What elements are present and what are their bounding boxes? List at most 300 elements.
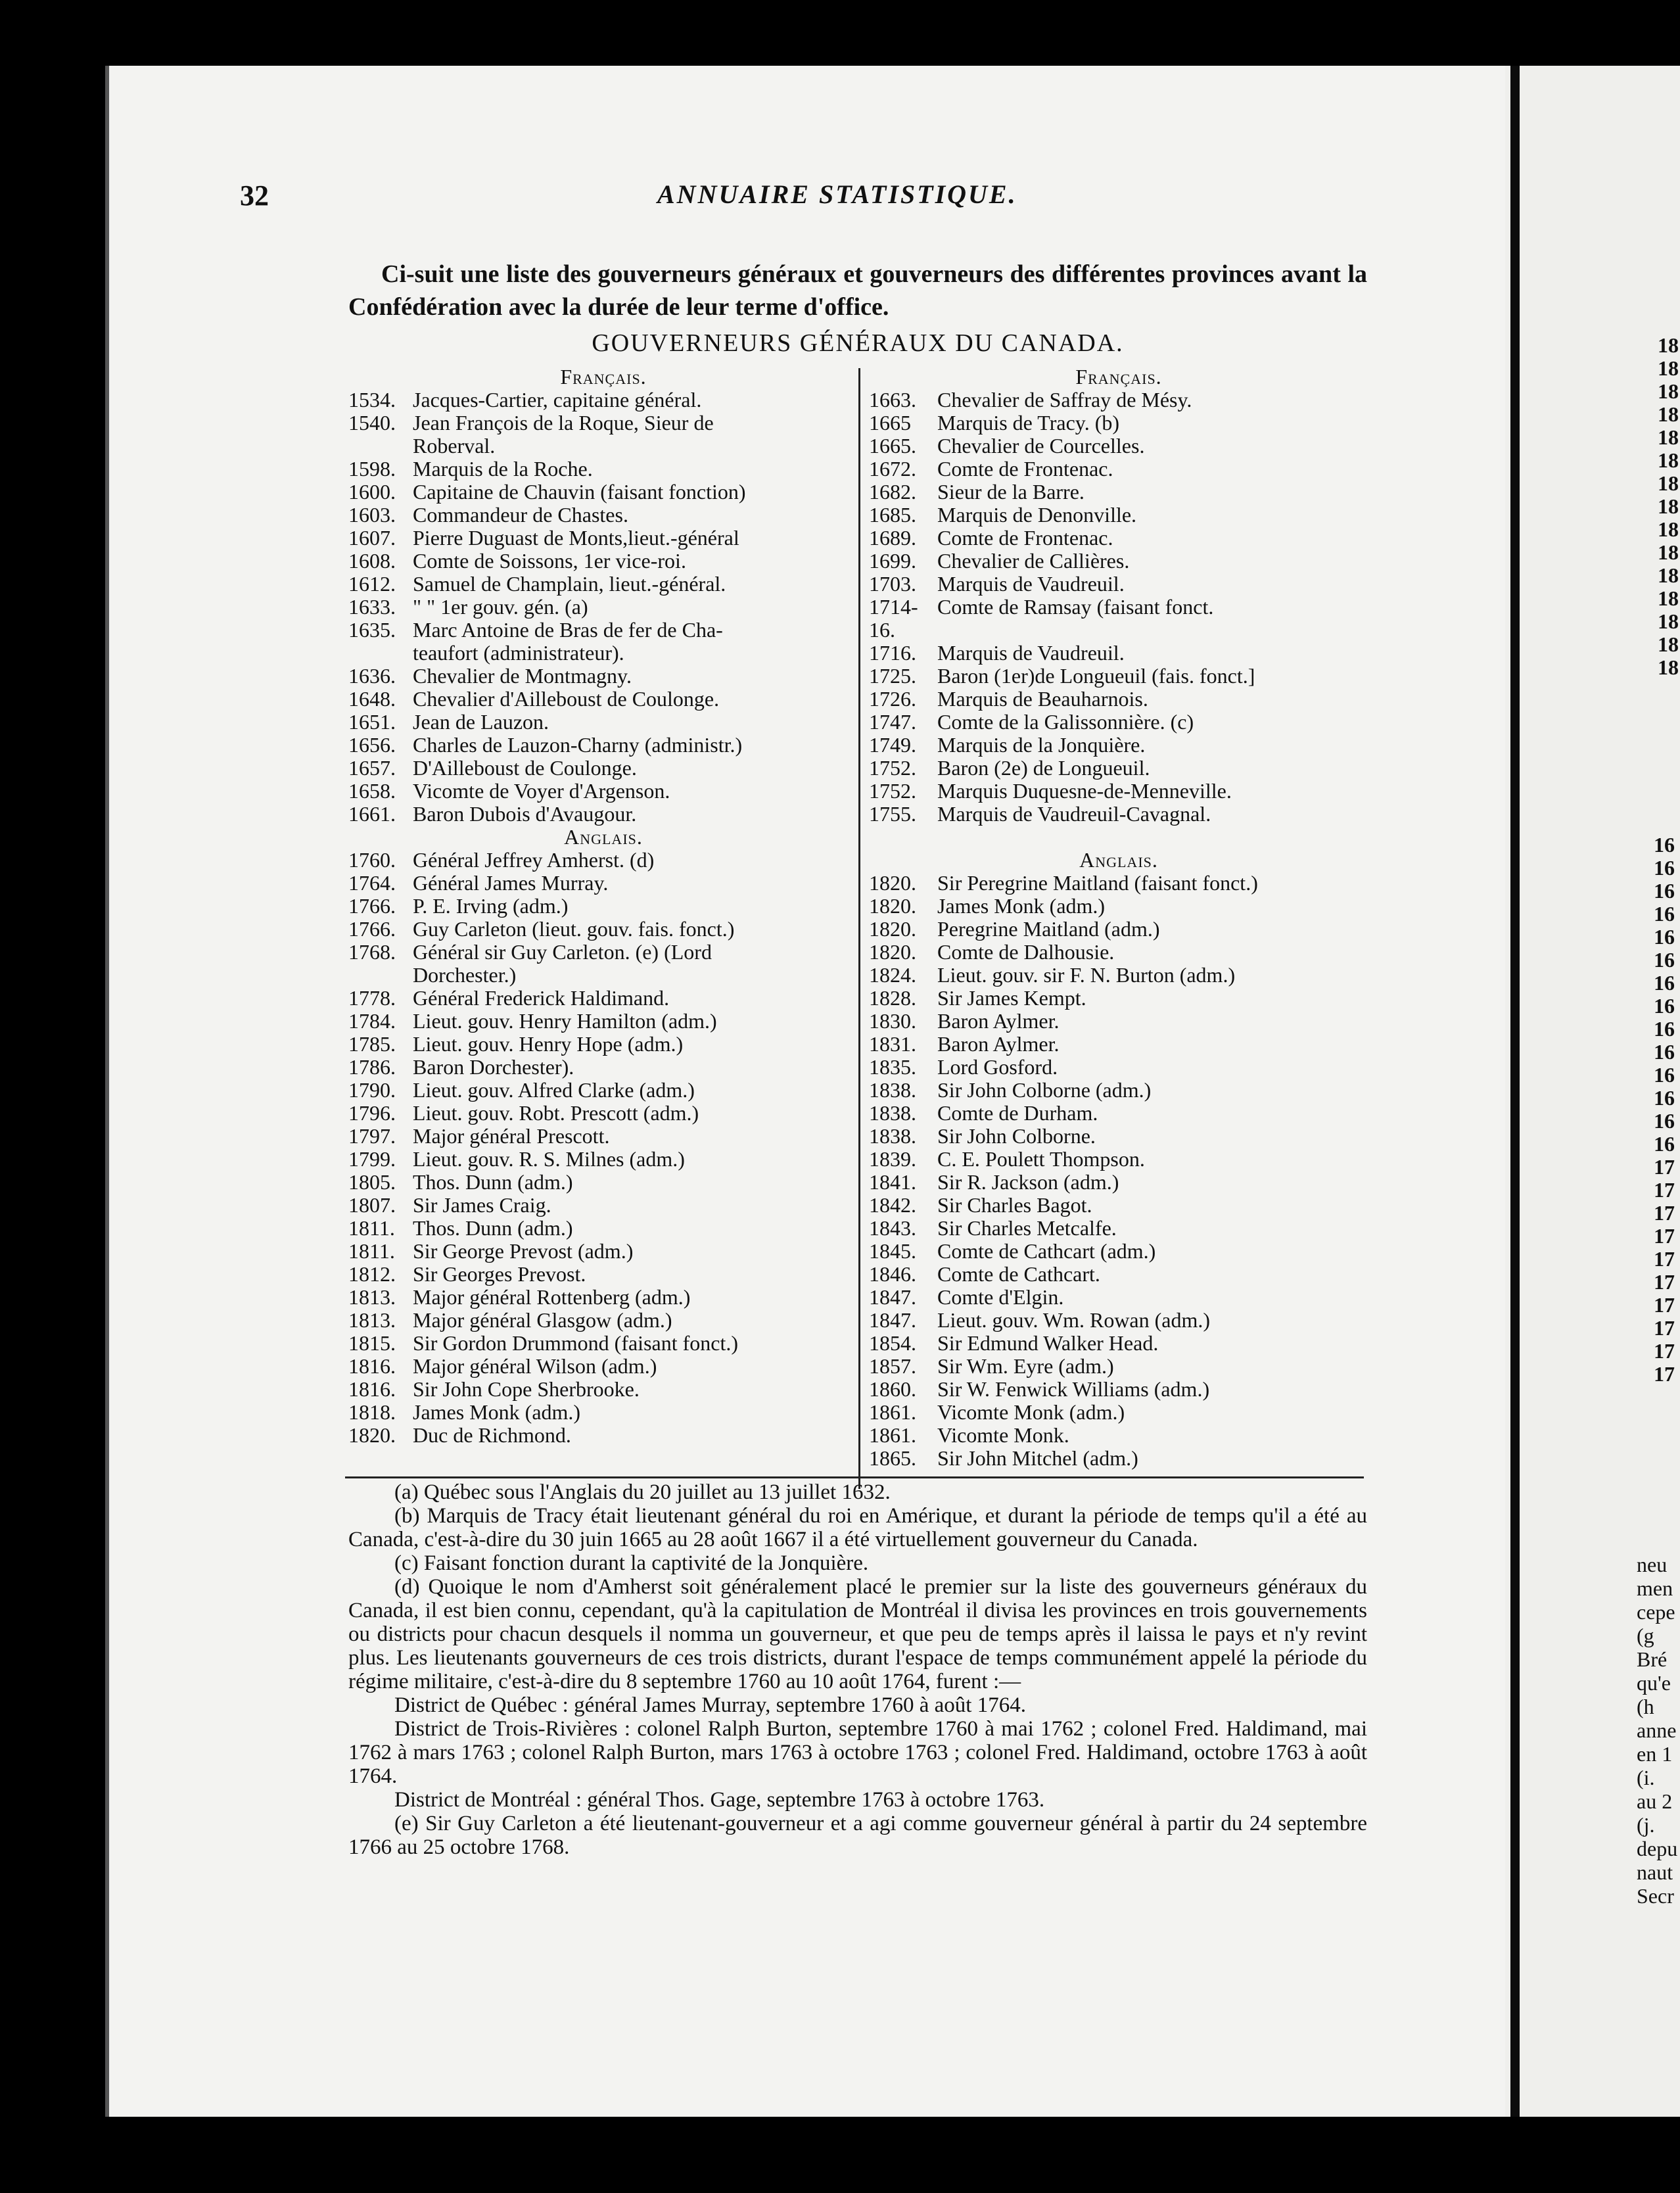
entry-name: Capitaine de Chauvin (faisant fonction) — [413, 480, 746, 504]
entry-name: Thos. Dunn (adm.) — [413, 1216, 573, 1240]
entry-year: 1838. — [869, 1124, 916, 1148]
entry-year: 1682. — [869, 480, 916, 504]
entry-name: Marquis de Vaudreuil. — [937, 572, 1125, 596]
governor-entry — [348, 1079, 858, 1102]
governor-entry — [348, 1286, 858, 1309]
entry-name: Chevalier de Montmagny. — [413, 664, 632, 688]
entry-year: 1607. — [348, 526, 396, 550]
entry-name: Général Jeffrey Amherst. (d) — [413, 848, 655, 872]
entry-name: Baron Dorchester). — [413, 1055, 574, 1079]
entry-name: P. E. Irving (adm.) — [413, 894, 569, 918]
entry-name: Comte de Frontenac. — [937, 526, 1113, 550]
facing-page-fragment: 18 — [1658, 517, 1679, 541]
entry-year: 1658. — [348, 779, 396, 803]
governor-entry — [869, 1056, 1368, 1079]
facing-page-fragment: 18 — [1658, 540, 1679, 564]
governor-entry — [869, 711, 1368, 734]
governor-entry — [869, 1424, 1368, 1447]
entry-year: 1807. — [348, 1193, 396, 1217]
facing-page-fragment: cepe — [1637, 1600, 1675, 1624]
governor-entry — [869, 1378, 1368, 1401]
entry-year: 1811. — [348, 1216, 395, 1240]
governor-entry — [869, 941, 1368, 964]
governor-entry — [869, 1240, 1368, 1263]
governor-entry — [869, 1447, 1368, 1470]
entry-year: 1816. — [348, 1354, 396, 1378]
facing-page-fragment: 16 — [1654, 1040, 1675, 1064]
entry-year: 1636. — [348, 664, 396, 688]
facing-page-fragment: neu — [1637, 1553, 1668, 1576]
entry-year: 1778. — [348, 986, 396, 1010]
entry-year: 1725. — [869, 664, 916, 688]
facing-page-numbers-mid — [1654, 834, 1675, 1386]
entry-name: Lieut. gouv. Henry Hamilton (adm.) — [413, 1009, 717, 1033]
facing-page-fragment: 18 — [1658, 655, 1679, 679]
governor-entry — [348, 1378, 858, 1401]
entry-year: 1726. — [869, 687, 916, 711]
governor-entry — [869, 918, 1368, 941]
entry-name: Comte de la Galissonnière. (c) — [937, 710, 1194, 734]
entry-year: 1633. — [348, 595, 396, 619]
entry-name: Marquis de Denonville. — [937, 503, 1137, 527]
page-number: 32 — [240, 179, 269, 212]
governor-entry — [348, 573, 858, 596]
governor-entry — [869, 665, 1368, 688]
footnote-c: (c) Faisant fonction durant la captivité de la Jonquière. — [394, 1551, 869, 1575]
governor-entry — [869, 1355, 1368, 1378]
entry-year: 1847. — [869, 1308, 916, 1332]
governor-entry — [869, 1102, 1368, 1125]
governor-entry — [348, 1148, 858, 1171]
entry-year: 1672. — [869, 457, 916, 481]
governor-entry — [348, 665, 858, 688]
entry-name: Chevalier d'Ailleboust de Coulonge. — [413, 687, 720, 711]
entry-year: 1820. — [869, 940, 916, 964]
facing-page-fragment: 18 — [1658, 402, 1679, 426]
entry-year: 1816. — [348, 1377, 396, 1401]
facing-page-fragment: 18 — [1658, 632, 1679, 656]
entry-year: 1860. — [869, 1377, 916, 1401]
entry-continuation: Roberval. — [413, 434, 496, 458]
entry-name: Lieut. gouv. Alfred Clarke (adm.) — [413, 1078, 695, 1102]
entry-year: 1665. — [869, 434, 916, 458]
governor-entry — [869, 964, 1368, 987]
facing-page-fragment: 18 — [1658, 563, 1679, 587]
entry-name: Duc de Richmond. — [413, 1423, 571, 1447]
governor-entry — [348, 1263, 858, 1286]
governor-entry — [869, 803, 1368, 826]
governor-entry — [869, 1148, 1368, 1171]
entry-name: Marquis de la Roche. — [413, 457, 593, 481]
running-title: ANNUAIRE STATISTIQUE. — [657, 179, 1017, 209]
governor-entry — [869, 1033, 1368, 1056]
footnote-d-quebec: District de Québec : général James Murray, septembre 1760 à août 1764. — [394, 1693, 1026, 1717]
governor-entry — [348, 780, 858, 803]
facing-page-text-fragments — [1637, 1553, 1677, 1908]
group-heading-francais: Français. — [1075, 365, 1162, 389]
governor-entry — [348, 918, 858, 941]
entry-name: Marquis de Vaudreuil-Cavagnal. — [937, 802, 1211, 826]
entry-name: Sir John Mitchel (adm.) — [937, 1446, 1138, 1470]
facing-page-fragment: 17 — [1654, 1155, 1675, 1179]
governor-entry — [869, 1286, 1368, 1309]
governor-entry — [348, 550, 858, 573]
facing-page-fragment: 18 — [1658, 333, 1679, 357]
intro-paragraph: Ci-suit une liste des gouverneurs généraux et gouverneurs des différentes provinces avant la Confédération avec la durée de leur terme d'office. — [348, 260, 1367, 321]
entry-year: 1663. — [869, 388, 916, 412]
governor-entry — [348, 481, 858, 504]
governor-entry — [869, 1401, 1368, 1424]
entry-year: 1857. — [869, 1354, 916, 1378]
entry-year: 1714-16. — [869, 595, 918, 642]
entry-year: 1820. — [869, 917, 916, 941]
governor-entry — [348, 734, 858, 757]
entry-year: 1534. — [348, 388, 396, 412]
facing-page-fragment: (i. — [1637, 1766, 1655, 1789]
entry-name: Sir Gordon Drummond (faisant fonct.) — [413, 1331, 739, 1355]
facing-page-fragment: 18 — [1658, 356, 1679, 380]
entry-name: Sir Edmund Walker Head. — [937, 1331, 1159, 1355]
entry-name: Comte de Cathcart (adm.) — [937, 1239, 1156, 1263]
entry-year: 1790. — [348, 1078, 396, 1102]
entry-year: 1603. — [348, 503, 396, 527]
governor-entry — [869, 389, 1368, 412]
entry-name: Comte de Cathcart. — [937, 1262, 1100, 1286]
governor-entry — [869, 642, 1368, 665]
entry-name: James Monk (adm.) — [937, 894, 1106, 918]
entry-year: 1845. — [869, 1239, 916, 1263]
footnote-b: (b) Marquis de Tracy était lieutenant général du roi en Amérique, et durant la période de temps qu'il a été au Canada, c'est-à-dire du 30 juin 1665 au 28 août 1667 il a été virtuellement gouverneur du Canada. — [348, 1504, 1367, 1551]
governor-entry — [869, 895, 1368, 918]
entry-name: Général sir Guy Carleton. (e) (Lord — [413, 940, 712, 964]
facing-page-fragment: 17 — [1654, 1339, 1675, 1363]
entry-name: Guy Carleton (lieut. gouv. fais. fonct.) — [413, 917, 735, 941]
facing-page-fragment: 18 — [1658, 609, 1679, 633]
facing-page-fragment: 16 — [1654, 948, 1675, 972]
footnotes — [348, 1480, 1367, 1859]
entry-name: Baron (2e) de Longueuil. — [937, 756, 1150, 780]
entry-year: 1764. — [348, 871, 396, 895]
entry-name: Vicomte de Voyer d'Argenson. — [413, 779, 670, 803]
governor-entry — [869, 504, 1368, 527]
facing-page-fragment: 16 — [1654, 902, 1675, 926]
group-heading-francais: Français. — [560, 365, 647, 389]
entry-name: Baron Aylmer. — [937, 1009, 1060, 1033]
entry-name: Marquis de Beauharnois. — [937, 687, 1148, 711]
entry-year: 1665 — [869, 411, 911, 435]
entry-year: 1841. — [869, 1170, 916, 1194]
governor-entry — [348, 1033, 858, 1056]
entry-name: Sieur de la Barre. — [937, 480, 1085, 504]
facing-page-fragment: 16 — [1654, 856, 1675, 880]
governor-entry — [869, 458, 1368, 481]
entry-year: 1766. — [348, 894, 396, 918]
governor-entry — [348, 619, 858, 642]
entry-year: 1835. — [869, 1055, 916, 1079]
entry-name: Sir Wm. Eyre (adm.) — [937, 1354, 1114, 1378]
entry-name: Marquis de Vaudreuil. — [937, 641, 1125, 665]
entry-year: 1865. — [869, 1446, 916, 1470]
entry-name: Lieut. gouv. Henry Hope (adm.) — [413, 1032, 684, 1056]
governor-entry — [869, 596, 1368, 642]
facing-page-fragment: 18 — [1658, 448, 1679, 472]
entry-name: C. E. Poulett Thompson. — [937, 1147, 1145, 1171]
facing-page-fragment: 18 — [1658, 494, 1679, 518]
facing-page-fragment: 18 — [1658, 425, 1679, 449]
entry-year: 1635. — [348, 618, 396, 642]
facing-page-fragment: 16 — [1654, 971, 1675, 995]
governor-entry — [348, 849, 858, 872]
entry-year: 1752. — [869, 756, 916, 780]
entry-name: Jacques-Cartier, capitaine général. — [413, 388, 702, 412]
facing-page-fragment: 16 — [1654, 879, 1675, 903]
entry-name: Baron Dubois d'Avaugour. — [413, 802, 637, 826]
entry-name: Comte de Durham. — [937, 1101, 1098, 1125]
governor-entry — [348, 803, 858, 826]
column-divider — [858, 368, 860, 1489]
governor-entry — [348, 1217, 858, 1240]
entry-name: Chevalier de Saffray de Mésy. — [937, 388, 1192, 412]
governor-entry — [869, 1171, 1368, 1194]
governor-entry — [869, 1217, 1368, 1240]
entry-name: Comte de Dalhousie. — [937, 940, 1115, 964]
entry-year: 1838. — [869, 1078, 916, 1102]
entry-name: Pierre Duguast de Monts,lieut.-général — [413, 526, 739, 550]
entry-continuation: teaufort (administrateur). — [413, 641, 624, 665]
entry-name: Comte de Ramsay (faisant fonct. — [937, 595, 1214, 619]
footnote-d: (d) Quoique le nom d'Amherst soit généralement placé le premier sur la liste des gouverneurs généraux du Canada, il est bien connu, cependant, qu'à la capitulation de Montréal il divisa les provinces en trois gouvernements ou districts pour chacun desquels il nomma un gouverneur, et que peu de temps après il laissa le pays et n'y revint plus. Les lieutenants gouverneurs de ces trois districts, durant l'espace de temps communément appelé la période du régime militaire, c'est-à-dire du 8 septembre 1760 au 10 août 1764, furent :— — [348, 1575, 1367, 1693]
entry-year: 1784. — [348, 1009, 396, 1033]
facing-page-fragment: 16 — [1654, 1132, 1675, 1156]
governor-entry — [348, 1240, 858, 1263]
governor-entry — [869, 481, 1368, 504]
entry-name: Baron (1er)de Longueuil (fais. fonct.] — [937, 664, 1255, 688]
entry-name: Sir James Kempt. — [937, 986, 1086, 1010]
governor-entry — [869, 412, 1368, 435]
facing-page-fragment: au 2 — [1637, 1789, 1673, 1813]
entry-name: Marquis de Tracy. (b) — [937, 411, 1119, 435]
entry-name: Major général Prescott. — [413, 1124, 610, 1148]
entry-year: 1831. — [869, 1032, 916, 1056]
governor-entry — [869, 435, 1368, 458]
facing-page-fragment: qu'e — [1637, 1671, 1671, 1695]
facing-page-fragment: (j. — [1637, 1813, 1655, 1837]
entry-year: 1755. — [869, 802, 916, 826]
entry-year: 1752. — [869, 779, 916, 803]
entry-name: Jean de Lauzon. — [413, 710, 549, 734]
facing-page-fragment: Bré — [1637, 1647, 1668, 1671]
governor-entry — [869, 550, 1368, 573]
facing-page-fragment: 16 — [1654, 925, 1675, 949]
governor-list — [348, 389, 858, 826]
governor-entry — [348, 987, 858, 1010]
governor-entry — [869, 872, 1368, 895]
facing-page-fragment: naut — [1637, 1860, 1673, 1884]
governor-entry — [348, 527, 858, 550]
entry-name: Commandeur de Chastes. — [413, 503, 628, 527]
entry-name: Sir R. Jackson (adm.) — [937, 1170, 1119, 1194]
entry-year: 1749. — [869, 733, 916, 757]
entry-year: 1861. — [869, 1423, 916, 1447]
facing-page-fragment: 17 — [1654, 1201, 1675, 1225]
entry-year: 1805. — [348, 1170, 396, 1194]
governor-entry — [348, 1309, 858, 1332]
entry-year: 1828. — [869, 986, 916, 1010]
entry-year: 1648. — [348, 687, 396, 711]
governor-entry — [869, 757, 1368, 780]
entry-name: Peregrine Maitland (adm.) — [937, 917, 1160, 941]
entry-year: 1820. — [348, 1423, 396, 1447]
group-heading-anglais: Anglais. — [564, 825, 643, 849]
governor-entry — [348, 504, 858, 527]
entry-name: Comte de Frontenac. — [937, 457, 1113, 481]
entry-year: 1847. — [869, 1285, 916, 1309]
entry-name: Comte d'Elgin. — [937, 1285, 1064, 1309]
entry-name: Sir James Craig. — [413, 1193, 551, 1217]
footnote-d-montreal: District de Montréal : général Thos. Gage, septembre 1763 à octobre 1763. — [394, 1788, 1045, 1812]
entry-name: Baron Aylmer. — [937, 1032, 1060, 1056]
entry-year: 1651. — [348, 710, 396, 734]
governor-entry — [348, 596, 858, 619]
governor-entry — [869, 780, 1368, 803]
entry-year: 1811. — [348, 1239, 395, 1263]
facing-page-fragment: 17 — [1654, 1247, 1675, 1271]
entry-year: 1785. — [348, 1032, 396, 1056]
entry-year: 1838. — [869, 1101, 916, 1125]
entry-name: D'Ailleboust de Coulonge. — [413, 756, 637, 780]
governor-entry — [348, 941, 858, 964]
governor-entry — [348, 1010, 858, 1033]
entry-year: 1766. — [348, 917, 396, 941]
entry-name: Marc Antoine de Bras de fer de Cha- — [413, 618, 723, 642]
facing-page-fragment: 17 — [1654, 1362, 1675, 1386]
facing-page-fragment: (h — [1637, 1695, 1654, 1718]
entry-name: Vicomte Monk (adm.) — [937, 1400, 1125, 1424]
entry-year: 1815. — [348, 1331, 396, 1355]
entry-year: 1813. — [348, 1285, 396, 1309]
entry-year: 1703. — [869, 572, 916, 596]
governor-entry — [348, 458, 858, 481]
facing-page-fragment: anne — [1637, 1718, 1677, 1742]
entry-name: " " 1er gouv. gén. (a) — [413, 595, 588, 619]
governor-entry — [869, 1332, 1368, 1355]
facing-page-fragment: depu — [1637, 1837, 1678, 1860]
governor-entry — [348, 1102, 858, 1125]
entry-name: Sir John Colborne. — [937, 1124, 1096, 1148]
table-bottom-rule — [345, 1476, 1364, 1478]
facing-page-fragment: 17 — [1654, 1224, 1675, 1248]
entry-year: 1689. — [869, 526, 916, 550]
entry-name: Lieut. gouv. Robt. Prescott (adm.) — [413, 1101, 699, 1125]
governor-entry — [348, 389, 858, 412]
facing-page-fragment: 17 — [1654, 1178, 1675, 1202]
entry-name: Vicomte Monk. — [937, 1423, 1069, 1447]
entry-name: Sir Georges Prevost. — [413, 1262, 586, 1286]
facing-page-fragment: men — [1637, 1576, 1673, 1600]
entry-name: Lord Gosford. — [937, 1055, 1058, 1079]
governor-entry — [348, 1401, 858, 1424]
entry-name: Sir Charles Metcalfe. — [937, 1216, 1117, 1240]
entry-year: 1760. — [348, 848, 396, 872]
entry-year: 1861. — [869, 1400, 916, 1424]
governor-entry — [348, 412, 858, 435]
governor-entry — [348, 688, 858, 711]
governor-entry — [869, 573, 1368, 596]
entry-name: Sir George Prevost (adm.) — [413, 1239, 634, 1263]
entry-name: Thos. Dunn (adm.) — [413, 1170, 573, 1194]
entry-year: 1846. — [869, 1262, 916, 1286]
facing-page-fragment: 17 — [1654, 1316, 1675, 1340]
entry-name: Général James Murray. — [413, 871, 609, 895]
governor-entry — [869, 734, 1368, 757]
entry-name: Chevalier de Courcelles. — [937, 434, 1145, 458]
entry-year: 1820. — [869, 871, 916, 895]
facing-page-fragment: (g — [1637, 1624, 1654, 1647]
footnote-d-trois-rivieres: District de Trois-Rivières : colonel Ralph Burton, septembre 1760 à mai 1762 ; colonel Fred. Haldimand, mai 1762 à mars 1763 ; colonel Ralph Burton, mars 1763 à octobre 1763 ; colonel Fred. Haldimand, octobre 1763 à août 1764. — [348, 1717, 1367, 1788]
governor-entry — [869, 1194, 1368, 1217]
entry-year: 1843. — [869, 1216, 916, 1240]
entry-year: 1612. — [348, 572, 396, 596]
governor-entry — [869, 1010, 1368, 1033]
entry-year: 1818. — [348, 1400, 396, 1424]
governor-entry — [869, 1309, 1368, 1332]
entry-year: 1540. — [348, 411, 396, 435]
section-title: GOUVERNEURS GÉNÉRAUX DU CANADA. — [592, 329, 1124, 357]
group-heading-anglais: Anglais. — [1079, 848, 1158, 872]
footnote-a: (a) Québec sous l'Anglais du 20 juillet au 13 juillet 1632. — [394, 1480, 891, 1504]
facing-page-fragment: 18 — [1658, 379, 1679, 403]
entry-year: 1799. — [348, 1147, 396, 1171]
entry-name: Lieut. gouv. Wm. Rowan (adm.) — [937, 1308, 1211, 1332]
entry-name: Sir Charles Bagot. — [937, 1193, 1092, 1217]
governor-entry — [348, 1194, 858, 1217]
entry-name: Chevalier de Callières. — [937, 549, 1130, 573]
governor-entry — [348, 1424, 858, 1447]
right-column — [869, 366, 1368, 1470]
facing-page-fragment: 16 — [1654, 1109, 1675, 1133]
entry-name: Sir John Cope Sherbrooke. — [413, 1377, 640, 1401]
entry-year: 1854. — [869, 1331, 916, 1355]
entry-name: Lieut. gouv. R. S. Milnes (adm.) — [413, 1147, 685, 1171]
entry-year: 1608. — [348, 549, 396, 573]
entry-name: Général Frederick Haldimand. — [413, 986, 670, 1010]
facing-page-fragment: 16 — [1654, 1017, 1675, 1041]
governor-entry — [348, 1355, 858, 1378]
entry-year: 1768. — [348, 940, 396, 964]
entry-name: Marquis de la Jonquière. — [937, 733, 1146, 757]
governor-entry — [348, 872, 858, 895]
entry-year: 1600. — [348, 480, 396, 504]
entry-year: 1796. — [348, 1101, 396, 1125]
entry-name: Sir John Colborne (adm.) — [937, 1078, 1152, 1102]
entry-name: Lieut. gouv. sir F. N. Burton (adm.) — [937, 963, 1236, 987]
entry-year: 1657. — [348, 756, 396, 780]
entry-name: Sir W. Fenwick Williams (adm.) — [937, 1377, 1210, 1401]
footnote-e: (e) Sir Guy Carleton a été lieutenant-gouverneur et a agi comme gouverneur général à partir du 24 septembre 1766 au 25 octobre 1768. — [348, 1812, 1367, 1859]
governor-list — [869, 389, 1368, 826]
governor-entry — [348, 895, 858, 918]
governor-entry — [348, 1171, 858, 1194]
entry-name: Major général Wilson (adm.) — [413, 1354, 657, 1378]
facing-page-fragment: 18 — [1658, 471, 1679, 495]
governor-entry — [348, 757, 858, 780]
entry-year: 1839. — [869, 1147, 916, 1171]
governor-entry — [348, 711, 858, 734]
entry-name: Major général Glasgow (adm.) — [413, 1308, 672, 1332]
facing-page-fragment: 16 — [1654, 833, 1675, 857]
governor-list — [348, 849, 858, 1447]
entry-year: 1656. — [348, 733, 396, 757]
